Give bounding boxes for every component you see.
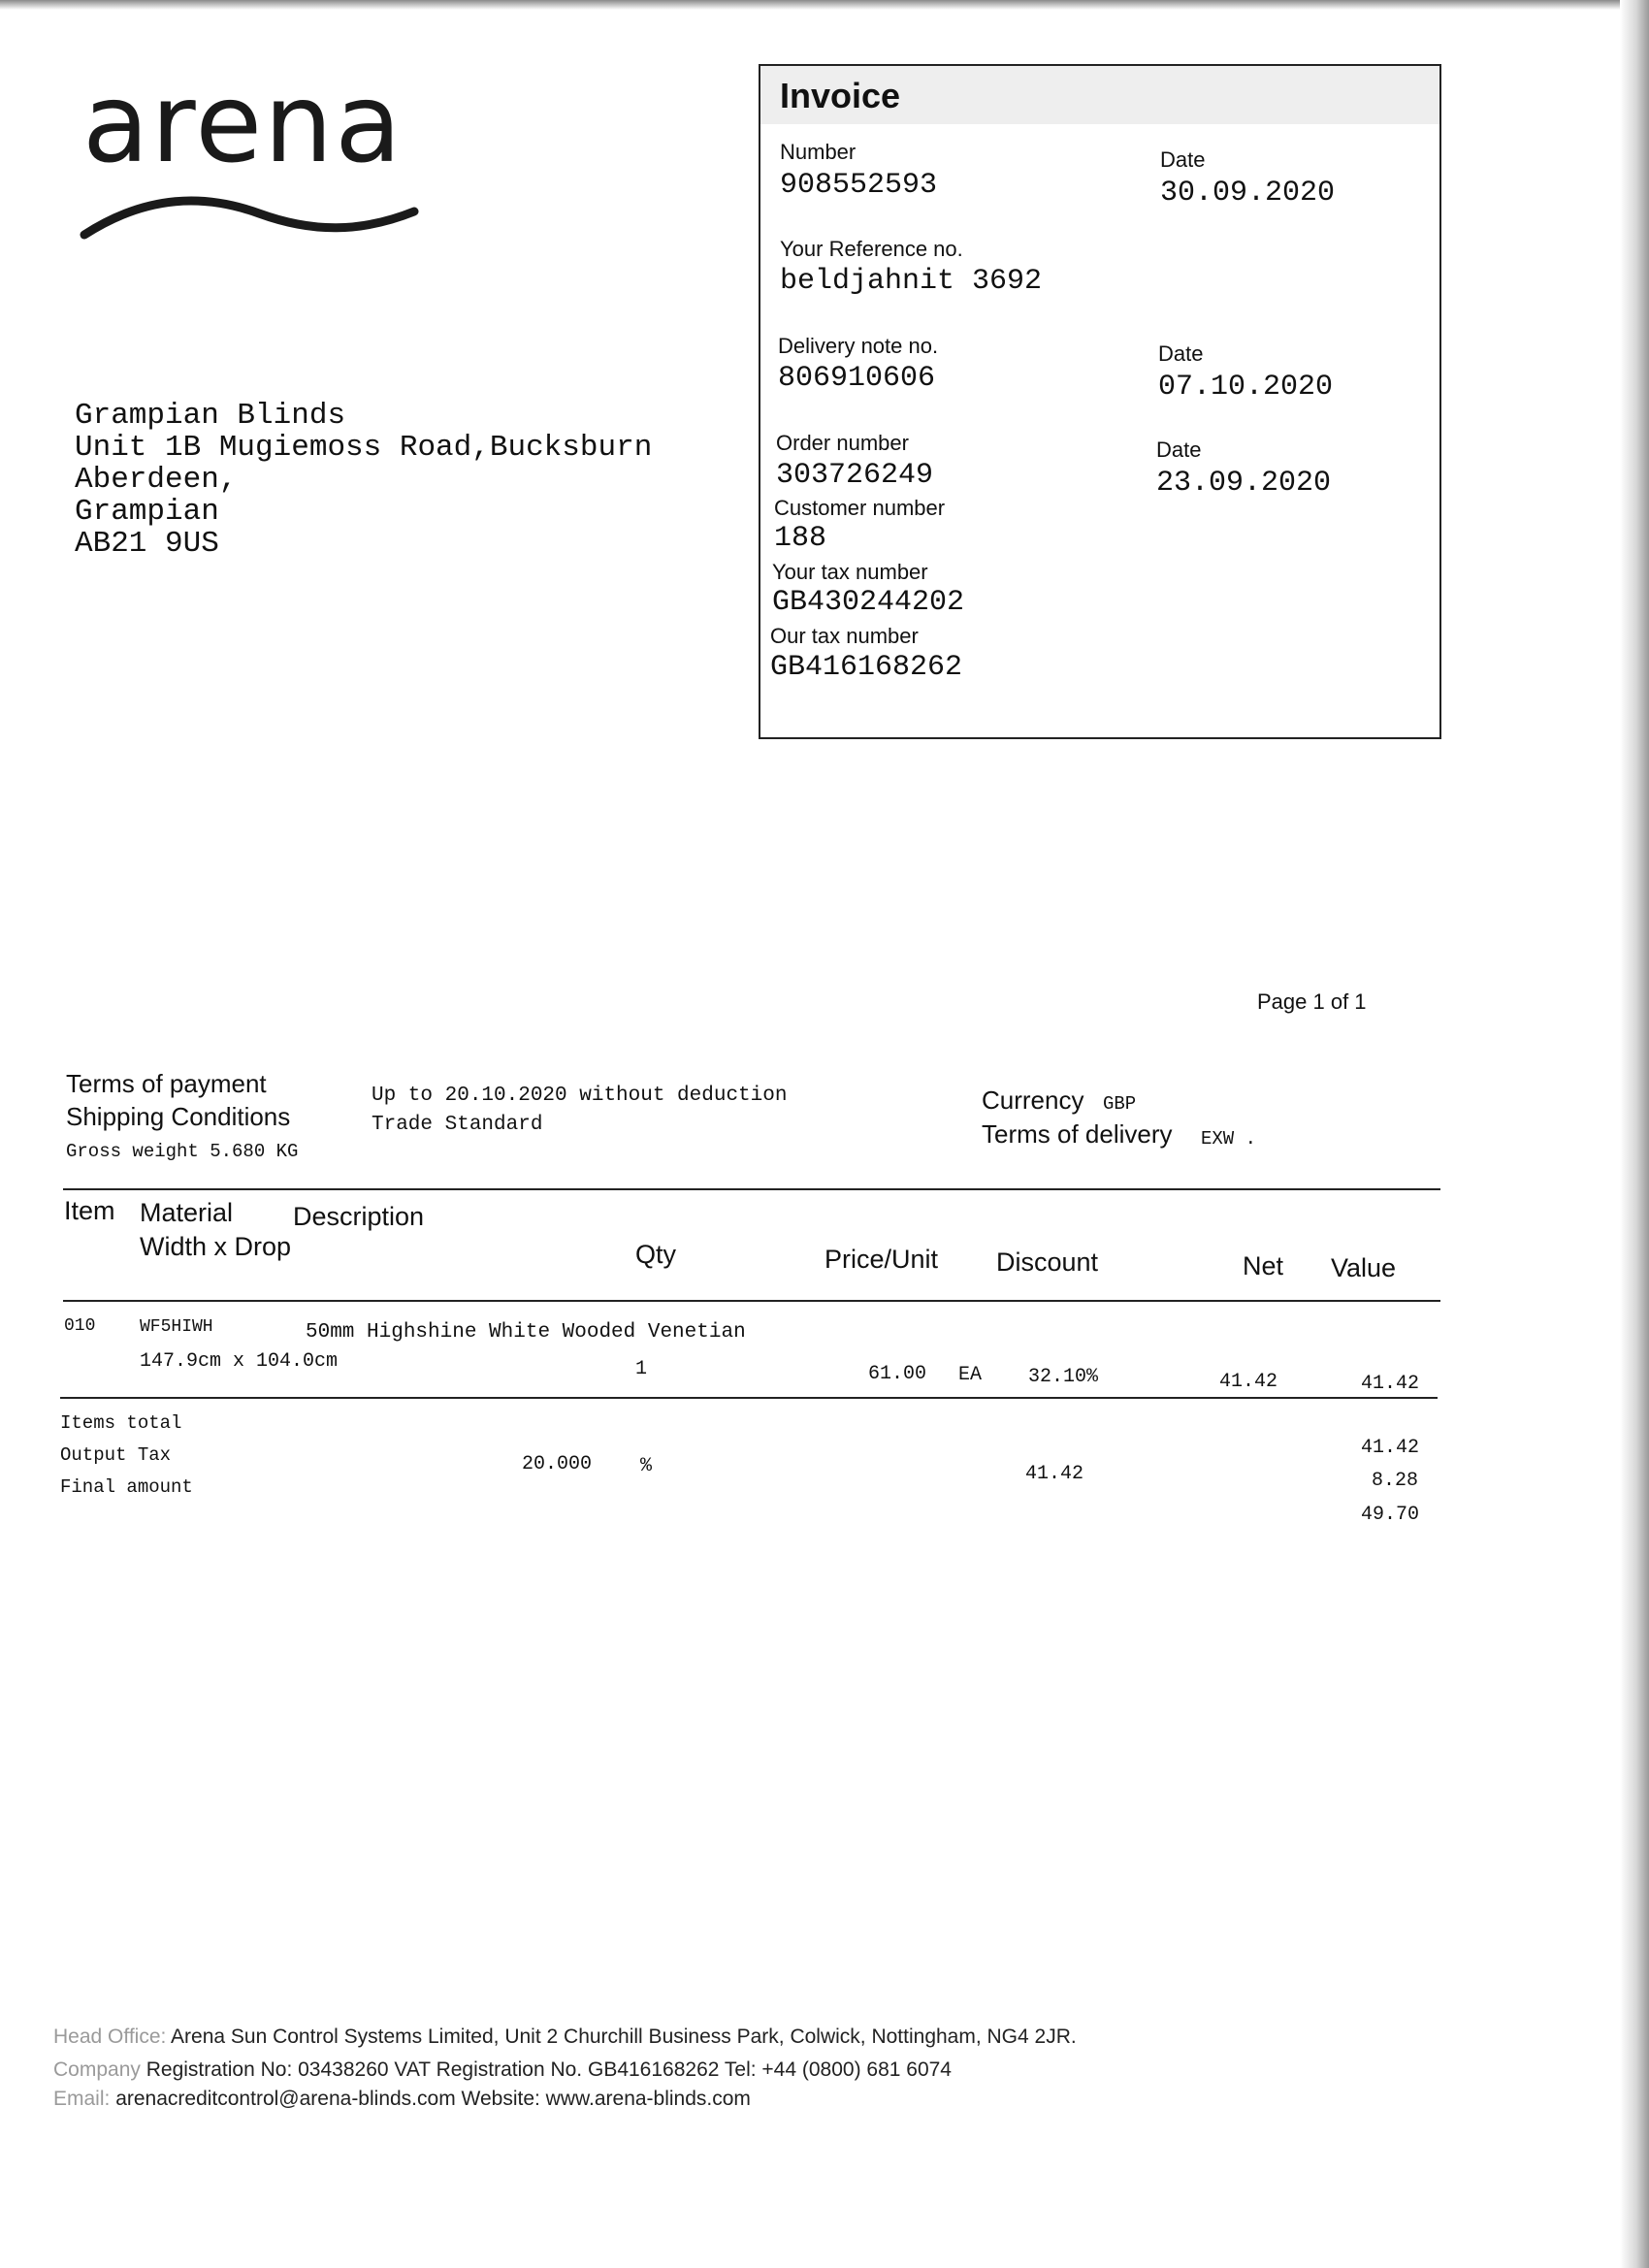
col-description-header: Description (293, 1202, 425, 1231)
order-date: 23.09.2020 (1156, 467, 1332, 500)
order-number-label: Order number (776, 431, 909, 455)
row-item-number: 010 (64, 1316, 96, 1336)
gross-weight: Gross weight 5.680 KG (66, 1141, 299, 1162)
col-width-drop-header: Width x Drop (140, 1232, 292, 1261)
footer-head-office-text: Arena Sun Control Systems Limited, Unit 2 Churchill Business Park, Colwick, Nottingham, NG4 2JR. (166, 2025, 1077, 2048)
items-total-value: 41.42 (1361, 1437, 1420, 1459)
terms-of-delivery-label: Terms of delivery (982, 1119, 1173, 1149)
footer-head-office-label: Head Office: (53, 2025, 167, 2048)
row-description: 50mm Highshine White Wooded Venetian (306, 1321, 746, 1344)
your-tax-number-label: Your tax number (772, 560, 928, 584)
invoice-title: Invoice (780, 76, 901, 115)
tax-base: 41.42 (1025, 1463, 1084, 1485)
address-line: Aberdeen, (75, 463, 238, 497)
terms-of-payment-label: Terms of payment (66, 1069, 267, 1098)
customer-number-label: Customer number (774, 496, 946, 520)
col-material-header: Material (140, 1198, 234, 1227)
tax-rate: 20.000 (522, 1453, 593, 1475)
delivery-date: 07.10.2020 (1158, 371, 1334, 404)
shipping-conditions-label: Shipping Conditions (66, 1102, 291, 1131)
recipient-address (75, 400, 652, 560)
row-value: 41.42 (1361, 1373, 1420, 1395)
invoice-date-label: Date (1160, 147, 1206, 172)
our-tax-number-label: Our tax number (770, 624, 919, 648)
currency-value: GBP (1103, 1093, 1137, 1115)
our-tax-number: GB416168262 (770, 651, 963, 684)
delivery-date-label: Date (1158, 341, 1204, 366)
company-logo-text: arena (82, 61, 404, 187)
row-net: 41.42 (1219, 1371, 1278, 1393)
footer-contact (53, 2088, 751, 2111)
row-material-code: WF5HIWH (140, 1317, 213, 1337)
table-top-rule (63, 1188, 1440, 1190)
row-unit: EA (958, 1364, 983, 1386)
your-tax-number: GB430244202 (772, 586, 965, 619)
footer-registration-text: Registration No: 03438260 VAT Registration No. GB416168262 Tel: +44 (0800) 681 6074 (140, 2058, 952, 2081)
address-line: Grampian (75, 495, 219, 529)
col-qty-header: Qty (635, 1240, 677, 1269)
terms-of-payment-value: Up to 20.10.2020 without deduction (372, 1085, 788, 1107)
table-bottom-rule (60, 1397, 1438, 1399)
col-discount-header: Discount (996, 1247, 1099, 1277)
table-header-rule (63, 1300, 1440, 1302)
final-amount-value: 49.70 (1361, 1504, 1420, 1526)
footer-registration (53, 2058, 952, 2082)
footer-registration-label: Company (53, 2058, 141, 2081)
order-date-label: Date (1156, 437, 1202, 462)
col-price-unit-header: Price/Unit (824, 1245, 939, 1274)
footer-head-office (53, 2025, 1077, 2049)
final-amount-label: Final amount (60, 1476, 193, 1498)
row-qty: 1 (635, 1358, 648, 1380)
scan-edge-right (1620, 0, 1649, 2268)
items-total-label: Items total (60, 1412, 182, 1434)
tax-percent-sign: % (640, 1455, 653, 1477)
scan-edge-top (0, 0, 1649, 10)
delivery-note-number: 806910606 (778, 362, 936, 395)
col-item-header: Item (64, 1196, 115, 1225)
row-price: 61.00 (868, 1363, 927, 1385)
order-number: 303726249 (776, 459, 934, 492)
invoice-number-label: Number (780, 140, 857, 164)
footer-contact-text: arenacreditcontrol@arena-blinds.com Website: www.arena-blinds.com (110, 2088, 751, 2110)
row-discount: 32.10% (1028, 1366, 1099, 1388)
row-size: 147.9cm x 104.0cm (140, 1350, 339, 1373)
reference-label: Your Reference no. (780, 237, 963, 261)
page-number: Page 1 of 1 (1257, 989, 1367, 1014)
logo-wave-icon (80, 194, 419, 243)
address-line: Grampian Blinds (75, 399, 346, 433)
delivery-note-label: Delivery note no. (778, 334, 939, 358)
invoice-date: 30.09.2020 (1160, 177, 1336, 210)
col-net-header: Net (1243, 1251, 1284, 1280)
invoice-details-box (759, 64, 1441, 739)
currency-label: Currency (982, 1085, 1084, 1115)
col-value-header: Value (1331, 1253, 1397, 1282)
address-line: AB21 9US (75, 527, 219, 561)
customer-number: 188 (774, 522, 827, 555)
output-tax-label: Output Tax (60, 1444, 172, 1466)
shipping-conditions-value: Trade Standard (372, 1114, 543, 1136)
terms-of-delivery-value: EXW . (1201, 1128, 1257, 1150)
address-line: Unit 1B Mugiemoss Road,Bucksburn (75, 431, 653, 465)
footer-email-label: Email: (53, 2088, 111, 2110)
reference-number: beldjahnit 3692 (780, 265, 1043, 298)
output-tax-value: 8.28 (1372, 1470, 1419, 1492)
invoice-number: 908552593 (780, 169, 938, 202)
